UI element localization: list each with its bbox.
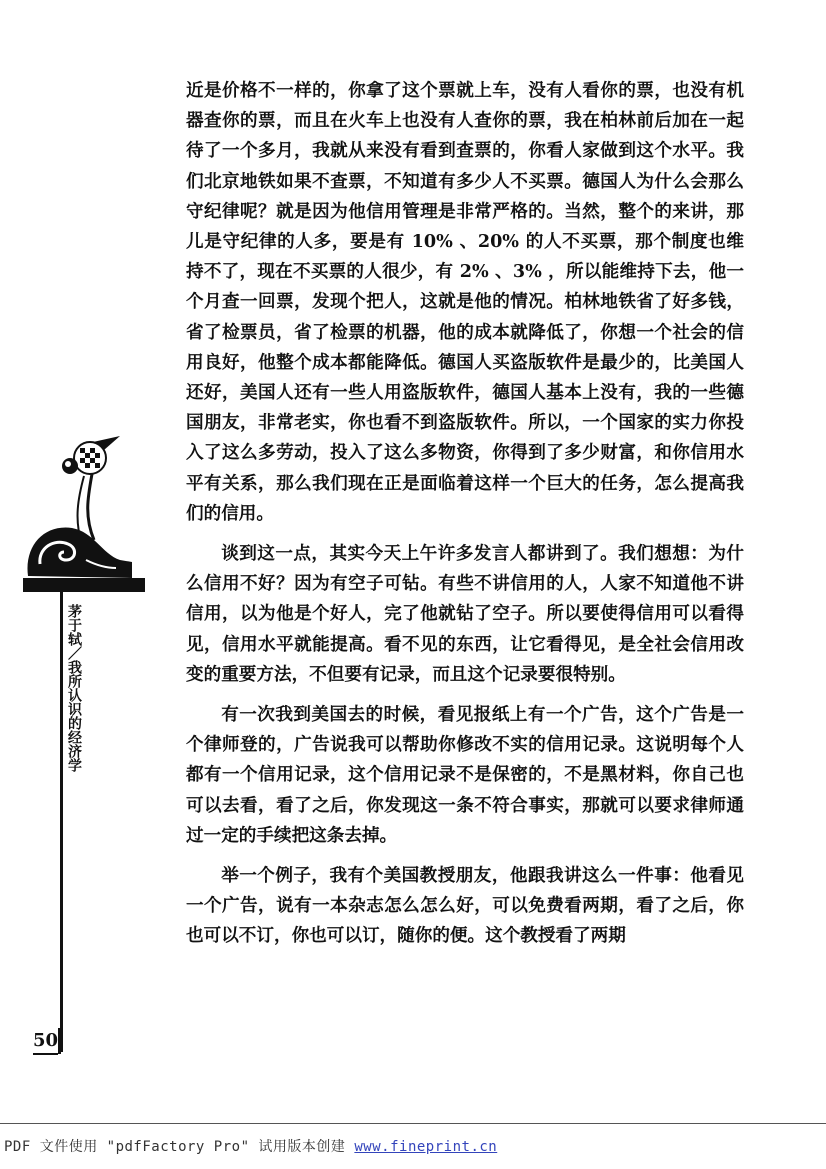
paragraph: 谈到这一点，其实今天上午许多发言人都讲到了。我们想想：为什么信用不好？因为有空子可钻。有些不讲信用的人，人家不知道他不讲信用，以为他是个好人，完了他就钻了空子。所以要使得信用可以看得见，信用水平就能提高。看不见的东西，让它看得见，是全社会信用改变的重要方法，不但要有记录，而且这个记录要很特别。 [186, 543, 744, 685]
body-text [186, 76, 744, 952]
side-rule [23, 578, 145, 592]
paragraph: 举一个例子，我有个美国教授朋友，他跟我讲这么一件事：他看见一个广告，说有一本杂志怎么怎么好，可以免费看两期，看了之后，你也可以不订，你也可以订，随你的便。这个教授看了两期 [186, 865, 744, 947]
page-number-bracket [58, 1028, 61, 1054]
paragraph: 有一次我到美国去的时候，看见报纸上有一个广告，这个广告是一个律师登的，广告说我可以帮助你修改不实的信用记录。这说明每个人都有一个信用记录，这个信用记录不是保密的，不是黑材料，你自己也可以去看，看了之后，你发现这一条不符合事实，那就可以要求律师通过一定的手续把这条去掉。 [186, 704, 744, 846]
pdf-footer [4, 1136, 497, 1156]
paragraph: 近是价格不一样的，你拿了这个票就上车，没有人看你的票，也没有机器查你的票，而且在火车上也没有人查你的票，我在柏林前后加在一起待了一个多月，我就从来没有看到查票的，你看人家做到这个水平。我们北京地铁如果不查票，不知道有多少人不买票。德国人为什么会那么守纪律呢？就是因为他信用管理是非常严格的。当然，整个的来讲，那儿是守纪律的人多，要是有 10% 、20% 的人不买票，那个制度也维持不了，现在不买票的人很少，有 2% 、3% ，所以能维持下去，他一个月查一回票，发现个把人，这就是他的情况。柏林地铁省了好多钱，省了检票员，省了检票的机器，他的成本就降低了，你想一个社会的信用良好，他整个成本都能降低。德国人买盗版软件是最少的，比美国人还好，美国人还有一些人用盗版软件，德国人基本上没有，我的一些德国朋友，非常老实，你也看不到盗版软件。所以，一个国家的实力你投入了这么多劳动，投入了这么多物资，你得到了多少财富，和你信用水平有关系，那么我们现在正是面临着这样一个巨大的任务，怎么提高我们的信用。 [186, 80, 744, 524]
decorative-ornament-icon [24, 436, 132, 578]
page-number: 50 [33, 1030, 58, 1055]
book-title-vertical: 茅于轼／我所认识的经济学 [66, 604, 82, 772]
footer-link[interactable]: www.fineprint.cn [354, 1139, 498, 1155]
footer-divider [0, 1123, 826, 1124]
footer-text: PDF 文件使用 "pdfFactory Pro" 试用版本创建 [4, 1139, 346, 1155]
